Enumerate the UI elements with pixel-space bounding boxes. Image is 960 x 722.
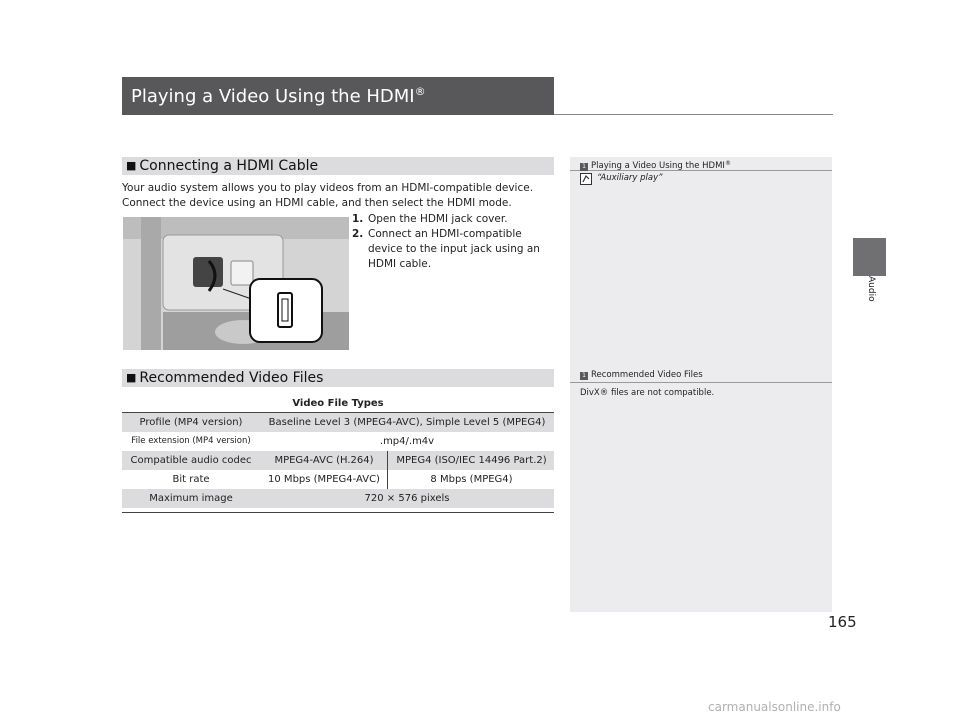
- table-caption: Video File Types: [292, 398, 384, 409]
- reference-marker-icon: 1: [580, 163, 588, 171]
- step-number: 1.: [352, 213, 364, 225]
- sidebar-heading-recommended: [570, 369, 832, 383]
- watermark: carmanualsonline.info: [708, 700, 841, 714]
- square-marker-icon: ■: [126, 159, 137, 172]
- section-heading-text: Connecting a HDMI Cable: [139, 158, 319, 174]
- hdmi-jack-photo: [123, 217, 349, 350]
- page-number: 165: [828, 613, 857, 631]
- step-text: Open the HDMI jack cover.: [368, 213, 508, 225]
- row-label: Bit rate: [172, 474, 210, 485]
- row-value-avc: 10 Mbps (MPEG4-AVC): [268, 474, 380, 485]
- intro-paragraph: Your audio system allows you to play videos from an HDMI-compatible device. Connect the device using an HDMI cable, and then select the HDMI mode.: [122, 182, 534, 209]
- section-heading-recommended: [122, 369, 554, 387]
- row-value: Baseline Level 3 (MPEG4-AVC), Simple Level 5 (MPEG4): [268, 417, 546, 428]
- table-bottom-rule: [122, 512, 554, 513]
- registered-mark: ®: [414, 85, 426, 98]
- square-marker-icon: ■: [126, 371, 137, 384]
- table-row: [122, 413, 554, 432]
- voice-command-note: “Auxiliary play”: [597, 173, 663, 183]
- voice-command-icon: [580, 173, 592, 185]
- row-value-mpeg4: MPEG4 (ISO/IEC 14496 Part.2): [396, 455, 547, 466]
- column-divider: [387, 470, 388, 489]
- sidebar-heading-text: Recommended Video Files: [591, 370, 703, 380]
- row-value-mpeg4: 8 Mbps (MPEG4): [430, 474, 513, 485]
- table-row: [122, 470, 554, 489]
- column-divider: [387, 451, 388, 470]
- divx-note: DivX® files are not compatible.: [580, 388, 715, 398]
- page-title: Playing a Video Using the HDMI: [131, 86, 415, 107]
- step-text: Connect an HDMI-compatible device to the input jack using an HDMI cable.: [368, 228, 540, 270]
- section-heading-text: Recommended Video Files: [139, 370, 324, 386]
- chapter-label: Audio: [866, 276, 876, 302]
- chapter-tab: [853, 238, 886, 276]
- row-label: Compatible audio codec: [130, 455, 252, 466]
- row-value: 720 × 576 pixels: [364, 493, 450, 504]
- sidebar-panel: [570, 157, 832, 612]
- page-title-bar: [122, 77, 554, 115]
- row-value: .mp4/.m4v: [379, 436, 435, 447]
- step-item: [352, 227, 552, 272]
- sidebar-heading-hdmi: [570, 157, 832, 171]
- reference-marker-icon: 1: [580, 372, 588, 380]
- title-rule: [554, 114, 833, 115]
- registered-mark: ®: [724, 160, 731, 167]
- row-label: Maximum image: [149, 493, 233, 504]
- table-row: [122, 451, 554, 470]
- row-label: File extension (MP4 version): [131, 436, 251, 446]
- table-row: [122, 432, 554, 451]
- section-heading-connecting: [122, 157, 554, 175]
- row-value-avc: MPEG4-AVC (H.264): [274, 455, 374, 466]
- row-label: Profile (MP4 version): [139, 417, 243, 428]
- step-number: 2.: [352, 228, 364, 240]
- video-file-types-table: [122, 413, 554, 508]
- step-item: [352, 212, 552, 227]
- step-list: [352, 212, 552, 272]
- sidebar-heading-text: Playing a Video Using the HDMI: [591, 161, 725, 171]
- hdmi-jack-illustration: [123, 217, 349, 350]
- table-row: [122, 489, 554, 508]
